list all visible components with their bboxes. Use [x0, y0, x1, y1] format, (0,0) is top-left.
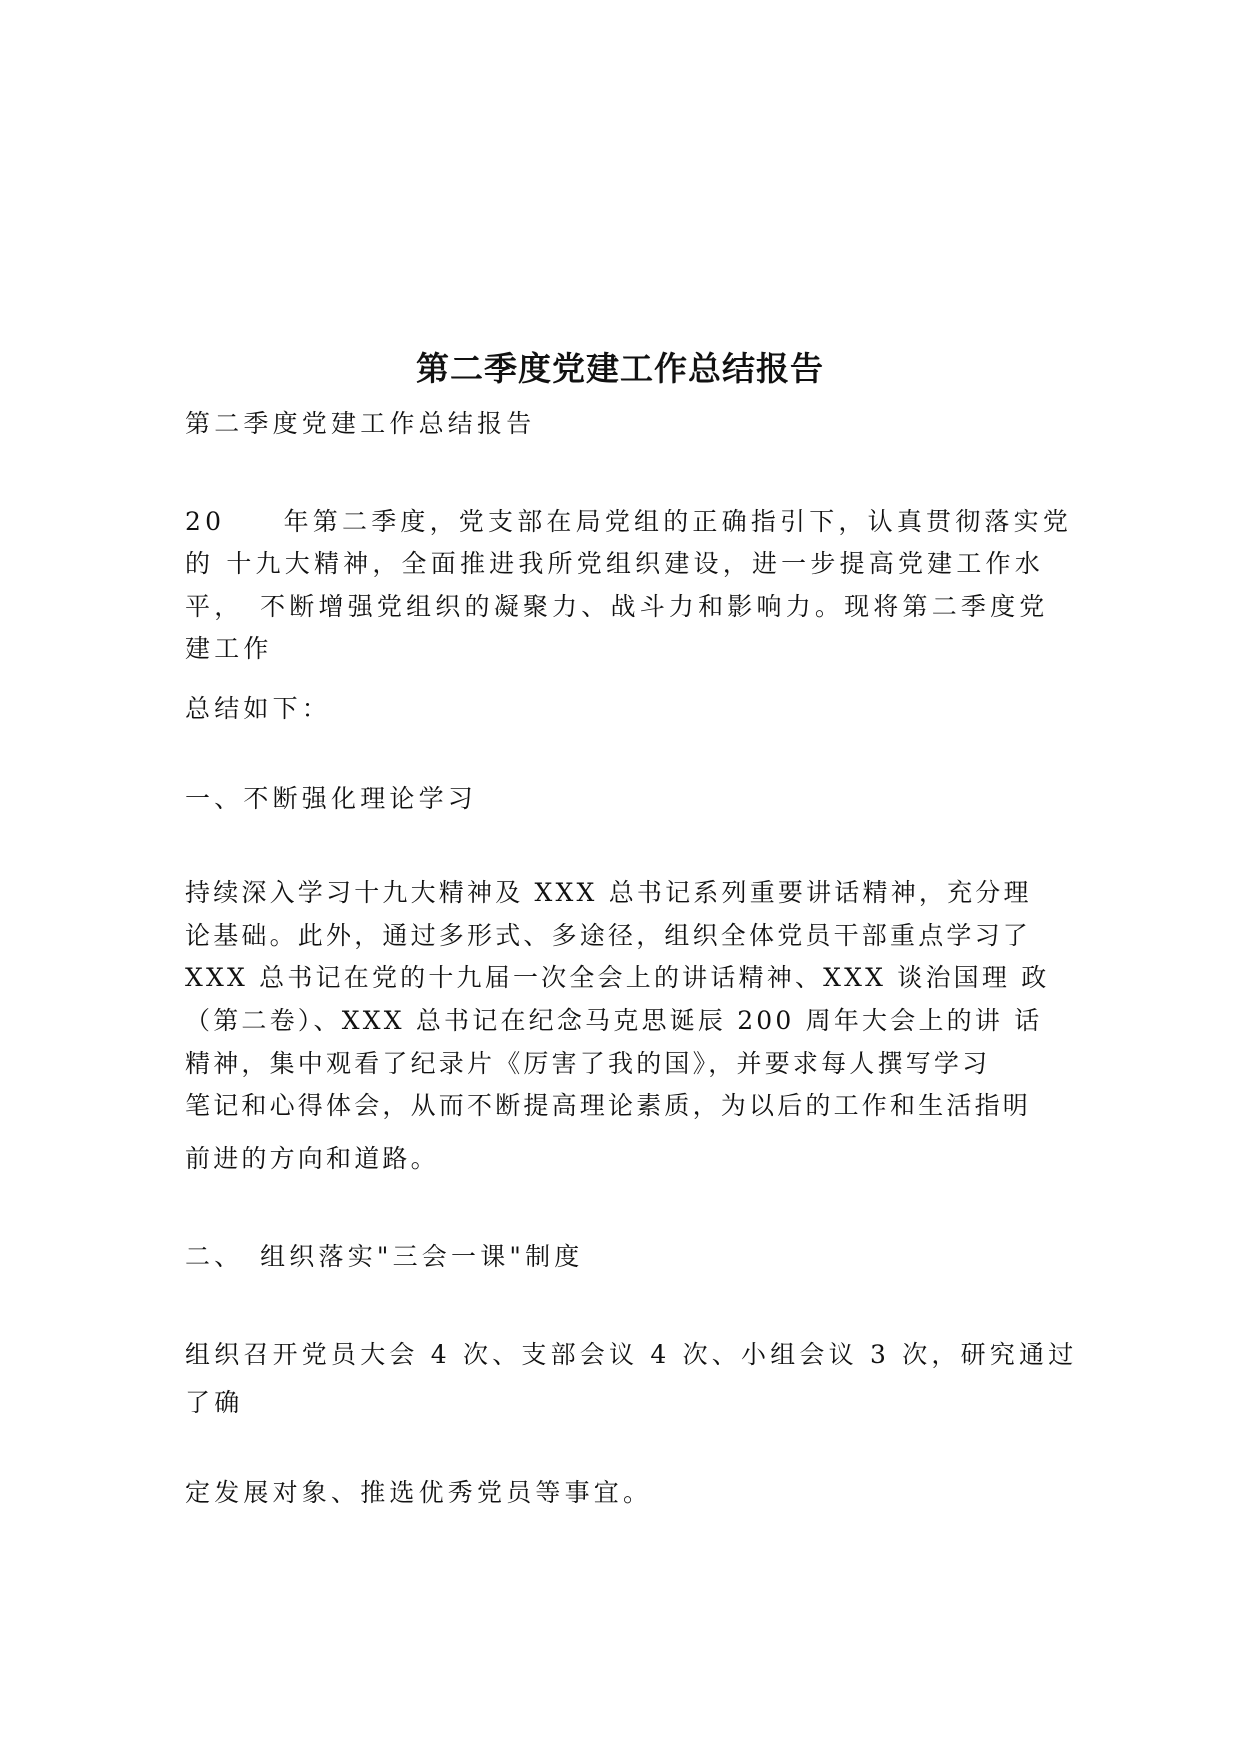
- section2-line-2: 了确: [185, 1388, 244, 1417]
- section2-tail: 定发展对象、推选优秀党员等事宜。: [185, 1478, 653, 1507]
- section1-line-1: 持续深入学习十九大精神及 XXX 总书记系列重要讲话精神，充分理: [185, 878, 1032, 907]
- intro-line-2: 的 十九大精神，全面推进我所党组织建设，进一步提高党建工作水: [185, 549, 1044, 578]
- document-title: 第二季度党建工作总结报告: [416, 349, 824, 388]
- document-subtitle: 第二季度党建工作总结报告: [185, 409, 536, 438]
- intro-tail: 总结如下：: [185, 694, 332, 723]
- section1-line-2: 论基础。此外，通过多形式、多途径，组织全体党员干部重点学习了: [185, 921, 1032, 950]
- section2-line-1: 组织召开党员大会 4 次、支部会议 4 次、小组会议 3 次，研究通过: [185, 1340, 1078, 1369]
- section1-line-4: （第二卷）、XXX 总书记在纪念马克思诞辰 200 周年大会上的讲 话: [185, 1006, 1043, 1035]
- section2-heading: 二、 组织落实"三会一课"制度: [185, 1242, 584, 1271]
- section1-line-6: 笔记和心得体会，从而不断提高理论素质，为以后的工作和生活指明: [185, 1091, 1032, 1120]
- section1-line-5: 精神，集中观看了纪录片《厉害了我的国》，并要求每人撰写学习: [185, 1049, 991, 1078]
- section1-line-3: XXX 总书记在党的十九届一次全会上的讲话精神、XXX 谈治国理 政: [185, 963, 1050, 992]
- intro-line-1: 20 年第二季度，党支部在局党组的正确指引下，认真贯彻落实党: [185, 507, 1073, 536]
- section1-heading: 一、不断强化理论学习: [185, 784, 478, 813]
- intro-line-3: 平， 不断增强党组织的凝聚力、战斗力和影响力。现将第二季度党: [185, 592, 1049, 621]
- intro-line-4: 建工作: [185, 634, 273, 663]
- section1-line-7: 前进的方向和道路。: [185, 1144, 439, 1173]
